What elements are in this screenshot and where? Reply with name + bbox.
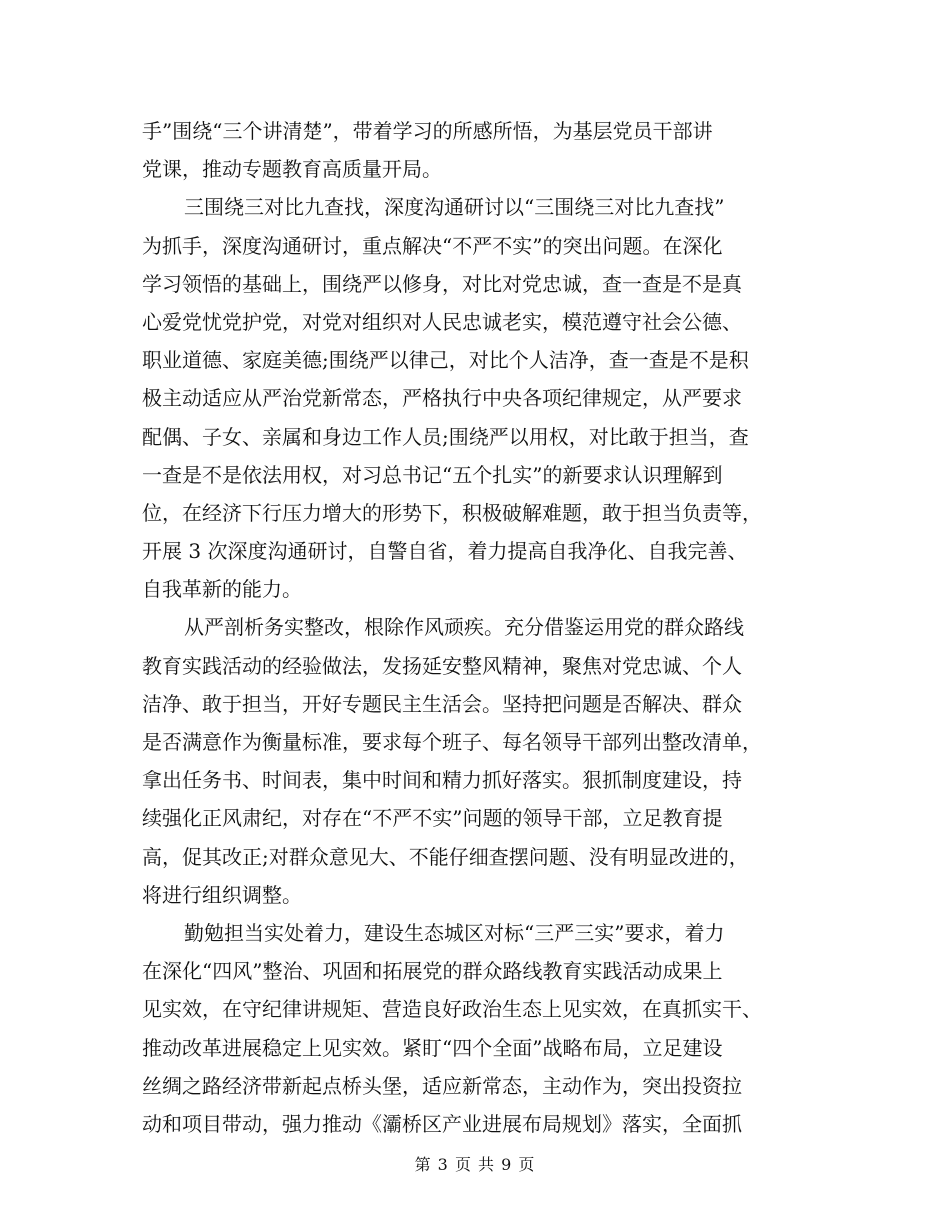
paragraph-first-line: 三围绕三对比九查找，深度沟通研讨以“三围绕三对比九查找” bbox=[184, 195, 725, 220]
text-line: 推动改革进展稳定上见实效。紧盯“四个全面”战略布局，立足建设 bbox=[142, 1035, 723, 1060]
text-line: 高，促其改正;对群众意见大、不能仔细查摆问题、没有明显改进的， bbox=[142, 844, 749, 869]
text-line: 拿出任务书、时间表，集中时间和精力抓好落实。狠抓制度建设，持 bbox=[142, 768, 742, 793]
text-line: 极主动适应从严治党新常态，严格执行中央各项纪律规定，从严要求 bbox=[142, 386, 742, 411]
text-line: 开展 3 次深度沟通研讨，自警自省，着力提高自我净化、自我完善、 bbox=[142, 539, 748, 564]
text-line: 手”围绕“三个讲清楚”，带着学习的所感所悟，为基层党员干部讲 bbox=[142, 119, 713, 143]
document-body bbox=[142, 112, 812, 1143]
text-line: 丝绸之路经济带新起点桥头堡，适应新常态，主动作为，突出投资拉 bbox=[142, 1073, 742, 1098]
text-line: 位，在经济下行压力增大的形势下，积极破解难题，敢于担当负责等， bbox=[142, 500, 762, 525]
page-number-footer: 第 3 页 共 9 页 bbox=[414, 1155, 536, 1174]
paragraph-first-line: 从严剖析务实整改，根除作风顽疾。充分借鉴运用党的群众路线 bbox=[184, 615, 744, 640]
text-line: 党课，推动专题教育高质量开局。 bbox=[142, 157, 442, 182]
text-line: 学习领悟的基础上，围绕严以修身，对比对党忠诚，查一查是不是真 bbox=[142, 271, 742, 296]
text-line: 教育实践活动的经验做法，发扬延安整风精神，聚焦对党忠诚、个人 bbox=[142, 653, 742, 678]
text-line: 自我革新的能力。 bbox=[142, 577, 302, 602]
text-line: 一查是不是依法用权，对习总书记“五个扎实”的新要求认识理解到 bbox=[142, 462, 723, 487]
text-line: 职业道德、家庭美德;围绕严以律己，对比个人洁净，查一查是不是积 bbox=[142, 348, 749, 373]
text-line: 在深化“四风”整治、巩固和拓展党的群众路线教育实践活动成果上 bbox=[142, 959, 723, 984]
text-line: 洁净、敢于担当，开好专题民主生活会。坚持把问题是否解决、群众 bbox=[142, 691, 742, 716]
text-line: 将进行组织调整。 bbox=[142, 882, 302, 907]
text-line: 续强化正风肃纪，对存在“不严不实”问题的领导干部，立足教育提 bbox=[142, 806, 723, 831]
text-line: 动和项目带动，强力推动《灞桥区产业进展布局规划》落实，全面抓 bbox=[142, 1111, 742, 1136]
text-line: 为抓手，深度沟通研讨，重点解决“不严不实”的突出问题。在深化 bbox=[142, 233, 723, 258]
text-line: 是否满意作为衡量标准，要求每个班子、每名领导干部列出整改清单， bbox=[142, 730, 762, 754]
text-line: 配偶、子女、亲属和身边工作人员;围绕严以用权，对比敢于担当，查 bbox=[142, 424, 749, 449]
paragraph-first-line: 勤勉担当实处着力，建设生态城区对标“三严三实”要求，着力 bbox=[184, 920, 725, 945]
text-line: 心爱党忧党护党，对党对组织对人民忠诚老实，模范遵守社会公德、 bbox=[142, 309, 742, 334]
text-line: 见实效，在守纪律讲规矩、营造良好政治生态上见实效，在真抓实干、 bbox=[142, 997, 762, 1022]
